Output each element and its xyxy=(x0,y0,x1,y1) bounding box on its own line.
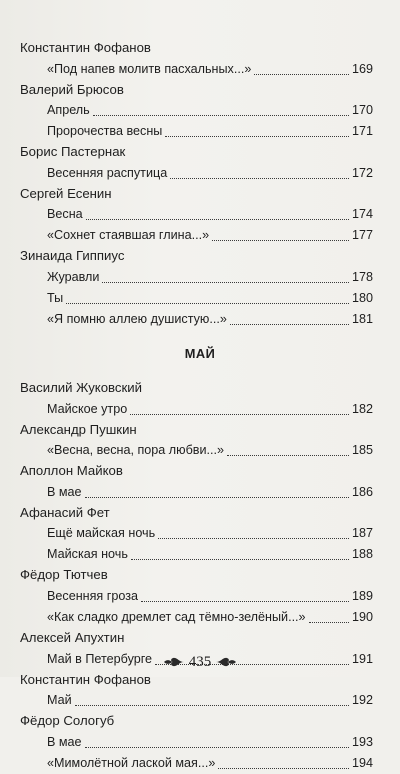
dot-leader xyxy=(131,544,349,560)
right-ornament-icon xyxy=(215,655,237,669)
poem-title: «Весна, весна, пора любви...» xyxy=(47,443,225,458)
toc-entry xyxy=(47,586,373,607)
poem-title: Пророчества весны xyxy=(47,124,163,139)
page-ref: 192 xyxy=(351,693,373,708)
dot-leader xyxy=(227,440,349,456)
poem-title: Май xyxy=(47,693,72,708)
page-ref: 169 xyxy=(351,61,373,76)
april-contents xyxy=(0,38,400,330)
page-ref: 186 xyxy=(351,484,373,499)
dot-leader xyxy=(230,309,349,325)
author-name: Аполлон Майков xyxy=(20,463,123,479)
dot-leader xyxy=(218,753,349,769)
toc-entry xyxy=(47,482,373,503)
poem-title: «Как сладко дремлет сад тёмно-зелёный...» xyxy=(47,609,306,624)
dot-leader xyxy=(254,59,349,75)
author-name: Алексей Апухтин xyxy=(20,629,125,645)
author-name: Александр Пушкин xyxy=(20,421,137,437)
toc-entry xyxy=(47,732,373,753)
poem-title: Апрель xyxy=(47,103,90,118)
author-name: Фёдор Тютчев xyxy=(20,567,108,583)
poem-title: В мае xyxy=(47,484,82,499)
poem-title: «Мимолётной лаской мая...» xyxy=(47,755,216,770)
poem-title: «Я помню аллею душистую...» xyxy=(47,311,227,326)
toc-entry xyxy=(47,309,373,330)
page-ref: 180 xyxy=(351,290,373,305)
author-name: Константин Фофанов xyxy=(20,40,151,55)
toc-entry xyxy=(47,440,373,461)
toc-entry xyxy=(47,121,373,142)
author-name: Афанасий Фет xyxy=(20,504,110,520)
page-ref: 194 xyxy=(351,755,373,770)
dot-leader xyxy=(85,482,349,498)
poem-title: Ты xyxy=(47,290,64,305)
author-name: Валерий Брюсов xyxy=(20,81,124,97)
page-folio xyxy=(0,652,400,672)
page-ref: 189 xyxy=(351,588,373,603)
dot-leader xyxy=(309,607,349,623)
page-ref: 181 xyxy=(351,311,373,326)
dot-leader xyxy=(102,267,349,283)
page-ref: 182 xyxy=(351,401,373,416)
section-heading-may: МАЙ xyxy=(184,345,216,361)
poem-title: Весенняя распутица xyxy=(47,165,168,180)
toc-entry xyxy=(47,100,373,121)
page-ref: 193 xyxy=(351,734,373,749)
toc-entry xyxy=(47,204,373,225)
poem-title: Весна xyxy=(47,207,83,222)
toc-entry xyxy=(47,267,373,288)
author-name: Константин Фофанов xyxy=(20,671,151,687)
page-ref: 187 xyxy=(351,526,373,541)
page-ref: 191 xyxy=(351,651,373,666)
poem-title: Майская ночь xyxy=(47,547,128,562)
dot-leader xyxy=(130,399,349,415)
dot-leader xyxy=(86,204,349,220)
dot-leader xyxy=(158,523,349,539)
page-ref: 190 xyxy=(351,609,373,624)
toc-entry xyxy=(47,753,373,774)
author-name: Сергей Есенин xyxy=(20,185,112,201)
poem-title: «Сохнет стаявшая глина...» xyxy=(47,228,210,243)
toc-entry xyxy=(47,59,373,80)
toc-entry xyxy=(47,544,373,565)
dot-leader xyxy=(66,288,349,304)
page-ref: 174 xyxy=(351,207,373,222)
page-ref: 172 xyxy=(351,165,373,180)
poem-title: «Под напев молитв пасхальных...» xyxy=(47,61,252,76)
poem-title: Журавли xyxy=(47,269,100,284)
page-ref: 188 xyxy=(351,547,373,562)
toc-entry xyxy=(47,288,373,309)
dot-leader xyxy=(170,163,349,179)
poem-title: Весенняя гроза xyxy=(47,588,138,603)
author-name: Василий Жуковский xyxy=(20,379,143,395)
toc-entry xyxy=(47,399,373,420)
author-name: Зинаида Гиппиус xyxy=(20,248,125,264)
toc-entry xyxy=(47,690,373,711)
author-name: Фёдор Сологуб xyxy=(20,713,115,729)
may-contents xyxy=(0,378,400,774)
page-ref: 177 xyxy=(351,228,373,243)
poem-title: Май в Петербурге xyxy=(47,651,153,666)
page-number: 435 xyxy=(188,653,212,670)
dot-leader xyxy=(165,121,349,137)
page-ref: 185 xyxy=(351,443,373,458)
dot-leader xyxy=(85,732,349,748)
page-ref: 178 xyxy=(351,269,373,284)
poem-title: Майское утро xyxy=(47,401,128,416)
page-ref: 171 xyxy=(351,124,373,139)
toc-entry xyxy=(47,607,373,628)
page-ref: 170 xyxy=(351,103,373,118)
dot-leader xyxy=(93,100,349,116)
toc-entry xyxy=(47,163,373,184)
dot-leader xyxy=(141,586,349,602)
left-ornament-icon xyxy=(163,655,185,669)
poem-title: Ещё майская ночь xyxy=(47,526,156,541)
author-name: Борис Пастернак xyxy=(20,144,126,160)
dot-leader xyxy=(75,690,349,706)
dot-leader xyxy=(212,225,349,241)
toc-entry xyxy=(47,523,373,544)
toc-entry xyxy=(47,225,373,246)
poem-title: В мае xyxy=(47,734,82,749)
